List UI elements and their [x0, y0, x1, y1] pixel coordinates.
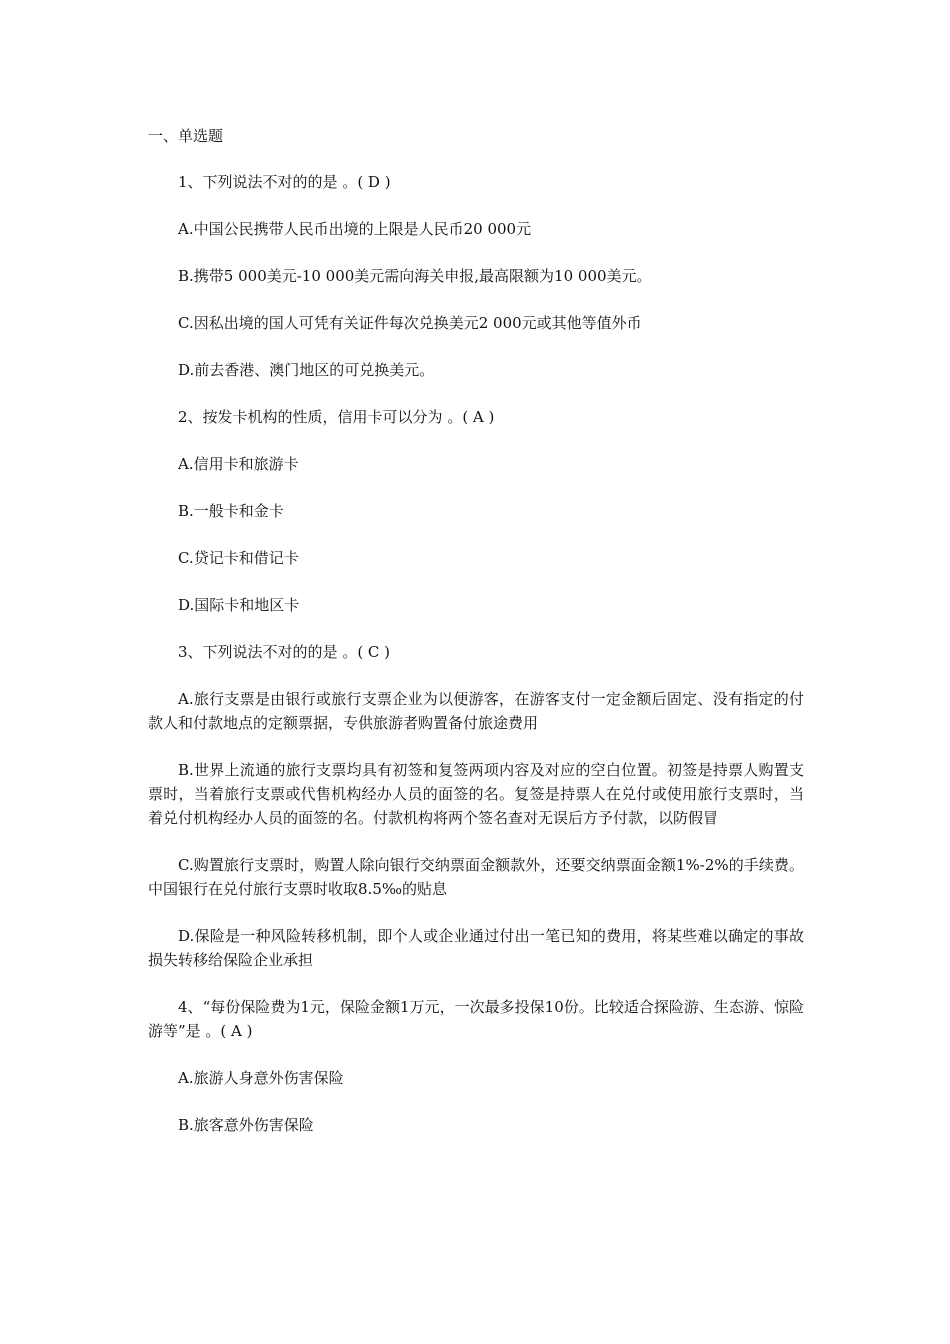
question-2-option-a: A.信用卡和旅游卡 [178, 455, 299, 473]
question-2-option-b: B.一般卡和金卡 [178, 502, 284, 520]
section-title: 一、单选题 [148, 127, 224, 145]
question-3-option-d: D.保险是一种风险转移机制，即个人或企业通过付出一笔已知的费用，将某些难以确定的事故损失转移给保险企业承担 [148, 927, 804, 969]
question-4-option-a: A.旅游人身意外伤害保险 [178, 1069, 344, 1087]
question-3-option-a: A.旅行支票是由银行或旅行支票企业为以便游客，在游客支付一定金额后固定、没有指定的付款人和付款地点的定额票据，专供旅游者购置备付旅途费用 [148, 690, 804, 732]
question-1-option-b: B.携带5 000美元-10 000美元需向海关申报,最高限额为10 000美元。 [178, 267, 652, 285]
question-2-option-d: D.国际卡和地区卡 [178, 596, 300, 614]
question-1-option-c: C.因私出境的国人可凭有关证件每次兑换美元2 000元或其他等值外币 [178, 314, 642, 332]
question-list [148, 170, 804, 1160]
question-1-option-d: D.前去香港、澳门地区的可兑换美元。 [178, 361, 435, 379]
question-3-option-b: B.世界上流通的旅行支票均具有初签和复签两项内容及对应的空白位置。初签是持票人购置支票时，当着旅行支票或代售机构经办人员的面签的名。复签是持票人在兑付或使用旅行支票时，当着兑付机构经办人员的面签的名。付款机构将两个签名查对无误后方予付款，以防假冒 [148, 761, 804, 827]
question-2: 2、按发卡机构的性质，信用卡可以分为 。( A ) [178, 408, 495, 426]
question-1: 1、下列说法不对的的是 。( D ) [178, 173, 391, 191]
question-3-option-c: C.购置旅行支票时，购置人除向银行交纳票面金额款外，还要交纳票面金额1%-2%的手续费。中国银行在兑付旅行支票时收取8.5‰的贴息 [148, 856, 804, 898]
question-1-option-a: A.中国公民携带人民币出境的上限是人民币20 000元 [178, 220, 532, 238]
question-4: 4、“每份保险费为1元，保险金额1万元，一次最多投保10份。比较适合探险游、生态游、惊险游等”是 。( A ) [148, 998, 804, 1040]
question-4-option-b: B.旅客意外伤害保险 [178, 1116, 314, 1134]
question-2-option-c: C.贷记卡和借记卡 [178, 549, 299, 567]
question-3: 3、下列说法不对的的是 。( C ) [178, 643, 391, 661]
